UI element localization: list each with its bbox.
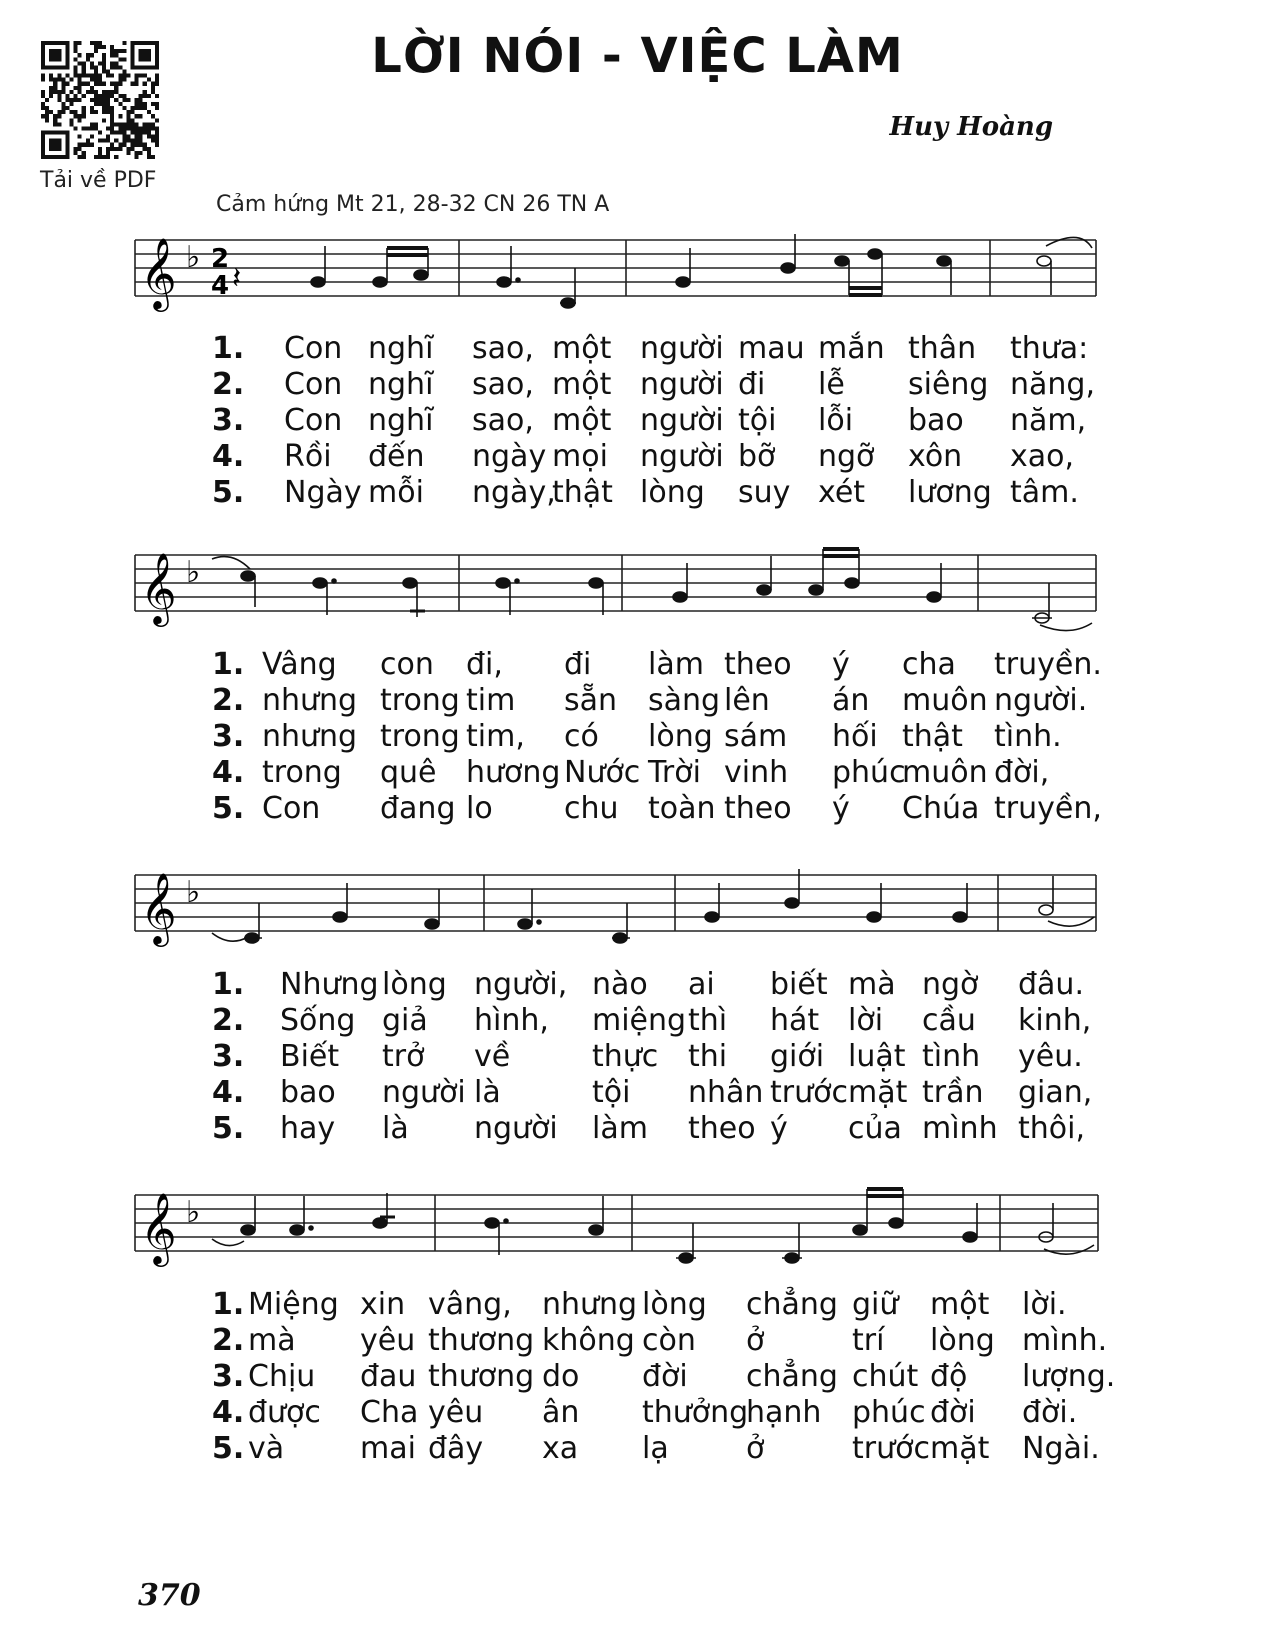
note bbox=[497, 277, 511, 287]
treble-clef-icon: 𝄞 bbox=[140, 871, 177, 944]
lyric-line bbox=[212, 476, 1142, 510]
lyric-syllable: phúc bbox=[852, 1395, 926, 1430]
lyric-syllable: Chịu bbox=[248, 1359, 316, 1394]
lyric-syllable: Con bbox=[284, 367, 343, 402]
lyric-line bbox=[212, 368, 1142, 402]
lyric-syllable: đời. bbox=[1022, 1395, 1078, 1430]
lyric-syllable: nhưng bbox=[262, 719, 358, 754]
note bbox=[781, 263, 795, 273]
lyric-syllable: Con bbox=[284, 403, 343, 438]
verse-number: 4. bbox=[212, 439, 245, 474]
music-staff-3 bbox=[0, 845, 1275, 960]
note bbox=[241, 1225, 255, 1235]
lyric-syllable: muôn bbox=[902, 683, 988, 718]
lyric-syllable: giữ bbox=[852, 1287, 899, 1322]
note bbox=[485, 1218, 499, 1228]
note bbox=[937, 256, 951, 266]
lyric-syllable: sàng bbox=[648, 683, 721, 718]
verse-number: 2. bbox=[212, 683, 245, 718]
lyric-syllable: tình bbox=[922, 1039, 981, 1074]
lyric-syllable: lòng bbox=[648, 719, 713, 754]
lyric-syllable: lòng bbox=[642, 1287, 707, 1322]
lyric-line bbox=[212, 1360, 1142, 1394]
lyric-syllable: Con bbox=[284, 331, 343, 366]
lyric-syllable: đâu. bbox=[1018, 967, 1084, 1002]
lyric-syllable: ở bbox=[746, 1431, 765, 1466]
lyric-syllable: làm bbox=[592, 1111, 648, 1146]
lyric-syllable: chu bbox=[564, 791, 619, 826]
lyric-syllable: đi bbox=[564, 647, 592, 682]
verse-number: 3. bbox=[212, 1039, 245, 1074]
lyric-syllable: chẳng bbox=[746, 1359, 838, 1394]
lyric-syllable: Vâng bbox=[262, 647, 337, 682]
lyric-syllable: có bbox=[564, 719, 599, 754]
lyric-syllable: trong bbox=[380, 719, 460, 754]
lyric-syllable: Trời bbox=[648, 755, 701, 790]
verse-number: 4. bbox=[212, 755, 245, 790]
verse-number: 2. bbox=[212, 1323, 245, 1358]
note bbox=[333, 912, 347, 922]
note bbox=[705, 912, 719, 922]
note bbox=[757, 585, 771, 595]
note bbox=[785, 898, 799, 908]
lyric-syllable: năng, bbox=[1010, 367, 1095, 402]
lyric-syllable: tội bbox=[738, 403, 777, 438]
lyric-syllable: thương bbox=[428, 1323, 535, 1358]
lyric-syllable: Chúa bbox=[902, 791, 980, 826]
lyric-line bbox=[212, 404, 1142, 438]
lyric-syllable: truyền, bbox=[994, 791, 1102, 826]
lyric-syllable: trong bbox=[380, 683, 460, 718]
lyric-syllable: người bbox=[640, 331, 724, 366]
lyric-syllable: đang bbox=[380, 791, 456, 826]
lyric-syllable: lời. bbox=[1022, 1287, 1067, 1322]
note bbox=[373, 1218, 387, 1228]
lyric-syllable: người, bbox=[474, 967, 568, 1002]
lyric-syllable: Cha bbox=[360, 1395, 419, 1430]
lyric-syllable: xin bbox=[360, 1287, 406, 1322]
lyric-syllable: luật bbox=[848, 1039, 906, 1074]
note bbox=[414, 270, 428, 280]
lyric-syllable: ý bbox=[770, 1111, 788, 1146]
lyric-line bbox=[212, 332, 1142, 366]
lyric-syllable: bao bbox=[908, 403, 964, 438]
notes bbox=[212, 869, 1094, 943]
lyric-syllable: bao bbox=[280, 1075, 336, 1110]
lyric-syllable: thưa: bbox=[1010, 331, 1089, 366]
lyric-syllable: giả bbox=[382, 1003, 428, 1038]
note bbox=[845, 578, 859, 588]
lyric-syllable: trở bbox=[382, 1039, 425, 1074]
lyric-syllable: phúc bbox=[832, 755, 906, 790]
lyric-syllable: một bbox=[930, 1287, 990, 1322]
lyric-syllable: nhưng bbox=[262, 683, 358, 718]
page-number: 370 bbox=[138, 1578, 201, 1613]
verse-number: 1. bbox=[212, 647, 245, 682]
lyric-syllable: ngày bbox=[472, 439, 547, 474]
verse-number: 3. bbox=[212, 719, 245, 754]
lyric-syllable: là bbox=[382, 1111, 409, 1146]
note bbox=[425, 919, 439, 929]
lyric-syllable: mọi bbox=[552, 439, 608, 474]
lyric-syllable: Nước bbox=[564, 755, 641, 790]
lyric-syllable: sao, bbox=[472, 403, 534, 438]
lyric-syllable: xét bbox=[818, 475, 866, 510]
lyric-syllable: không bbox=[542, 1323, 635, 1358]
lyric-line bbox=[212, 684, 1142, 718]
lyric-syllable: lòng bbox=[640, 475, 705, 510]
lyric-syllable: ngỡ bbox=[818, 439, 875, 474]
verse-number: 4. bbox=[212, 1395, 245, 1430]
song-title: LỜI NÓI - VIỆC LÀM bbox=[371, 28, 904, 84]
lyric-syllable: tim bbox=[466, 683, 516, 718]
note bbox=[853, 1225, 867, 1235]
lyric-syllable: trong bbox=[262, 755, 342, 790]
lyric-syllable: hạnh bbox=[746, 1395, 822, 1430]
lyric-line bbox=[212, 1040, 1142, 1074]
verse-number: 5. bbox=[212, 475, 245, 510]
note bbox=[867, 912, 881, 922]
lyric-line bbox=[212, 1432, 1142, 1466]
lyric-syllable: kinh, bbox=[1018, 1003, 1092, 1038]
lyric-syllable: tâm. bbox=[1010, 475, 1079, 510]
music-staff-4 bbox=[0, 1165, 1275, 1280]
lyric-syllable: được bbox=[248, 1395, 321, 1430]
time-signature-top: 2 bbox=[211, 244, 230, 274]
treble-clef-icon: 𝄞 bbox=[140, 1191, 177, 1264]
lyric-syllable: lỗi bbox=[818, 403, 854, 438]
lyric-syllable: sao, bbox=[472, 331, 534, 366]
note bbox=[889, 1218, 903, 1228]
composer-name: Huy Hoàng bbox=[889, 112, 1053, 142]
lyric-syllable: ý bbox=[832, 791, 850, 826]
verse-number: 5. bbox=[212, 1111, 245, 1146]
lyric-syllable: lời bbox=[848, 1003, 884, 1038]
lyric-syllable: thật bbox=[902, 719, 963, 754]
lyric-syllable: ở bbox=[746, 1323, 765, 1358]
lyric-syllable: bỡ bbox=[738, 439, 776, 474]
lyric-syllable: vinh bbox=[724, 755, 789, 790]
lyric-syllable: mà bbox=[848, 967, 896, 1002]
lyric-syllable: theo bbox=[724, 647, 792, 682]
note bbox=[953, 912, 967, 922]
verse-number: 1. bbox=[212, 331, 245, 366]
lyric-syllable: quê bbox=[380, 755, 437, 790]
verse-number: 1. bbox=[212, 1287, 245, 1322]
lyric-syllable: là bbox=[474, 1075, 501, 1110]
staff-lines bbox=[135, 875, 1096, 931]
lyric-syllable: một bbox=[552, 403, 612, 438]
lyric-syllable: chẳng bbox=[746, 1287, 838, 1322]
lyric-syllable: của bbox=[848, 1111, 902, 1146]
note bbox=[927, 592, 941, 602]
note bbox=[589, 1225, 603, 1235]
lyric-line bbox=[212, 1076, 1142, 1110]
lyric-syllable: ai bbox=[688, 967, 715, 1002]
lyric-syllable: mắn bbox=[818, 331, 885, 366]
verse-number: 4. bbox=[212, 1075, 245, 1110]
lyric-syllable: đây bbox=[428, 1431, 484, 1466]
lyric-line bbox=[212, 440, 1142, 474]
lyric-syllable: gian, bbox=[1018, 1075, 1093, 1110]
notes bbox=[212, 549, 1092, 631]
lyric-syllable: xôn bbox=[908, 439, 963, 474]
treble-clef-icon: 𝄞 bbox=[140, 236, 177, 309]
note bbox=[373, 277, 387, 287]
lyric-syllable: Ngày bbox=[284, 475, 362, 510]
notes bbox=[311, 234, 1092, 308]
lyric-syllable: Con bbox=[262, 791, 321, 826]
lyric-syllable: đến bbox=[368, 439, 425, 474]
lyric-syllable: ngờ bbox=[922, 967, 979, 1002]
lyric-syllable: con bbox=[380, 647, 434, 682]
lyric-syllable: người bbox=[474, 1111, 558, 1146]
lyric-syllable: lạ bbox=[642, 1431, 669, 1466]
notes bbox=[212, 1189, 1094, 1263]
lyric-syllable: tim, bbox=[466, 719, 525, 754]
lyric-syllable: trước bbox=[852, 1431, 930, 1466]
inspiration-note: Cảm hứng Mt 21, 28-32 CN 26 TN A bbox=[216, 192, 610, 217]
lyric-syllable: đời, bbox=[994, 755, 1050, 790]
lyric-syllable: siêng bbox=[908, 367, 989, 402]
note bbox=[963, 1232, 977, 1242]
treble-clef-icon: 𝄞 bbox=[140, 551, 177, 624]
lyric-syllable: thì bbox=[688, 1003, 728, 1038]
lyric-syllable: đau bbox=[360, 1359, 417, 1394]
lyric-syllable: lòng bbox=[382, 967, 447, 1002]
verse-number: 5. bbox=[212, 791, 245, 826]
lyric-syllable: Ngài. bbox=[1022, 1431, 1100, 1466]
lyric-syllable: thương bbox=[428, 1359, 535, 1394]
lyric-syllable: đi bbox=[738, 367, 766, 402]
lyric-syllable: nhưng bbox=[542, 1287, 638, 1322]
note bbox=[290, 1225, 304, 1235]
lyric-syllable: mặt bbox=[930, 1431, 990, 1466]
lyric-syllable: thân bbox=[908, 331, 977, 366]
lyric-syllable: xa bbox=[542, 1431, 579, 1466]
verse-number: 2. bbox=[212, 367, 245, 402]
lyric-syllable: mau bbox=[738, 331, 805, 366]
note bbox=[518, 919, 532, 929]
lyric-syllable: yêu bbox=[428, 1395, 484, 1430]
download-pdf-link[interactable]: Tải về PDF bbox=[40, 168, 157, 193]
note bbox=[1037, 256, 1051, 266]
lyric-syllable: thưởng bbox=[642, 1395, 749, 1430]
lyric-syllable: hát bbox=[770, 1003, 820, 1038]
note bbox=[809, 585, 823, 595]
lyric-syllable: làm bbox=[648, 647, 704, 682]
lyric-syllable: truyền. bbox=[994, 647, 1102, 682]
lyric-syllable: hay bbox=[280, 1111, 336, 1146]
lyric-syllable: mình bbox=[922, 1111, 998, 1146]
lyric-syllable: án bbox=[832, 683, 870, 718]
lyric-syllable: lương bbox=[908, 475, 992, 510]
lyric-syllable: ân bbox=[542, 1395, 580, 1430]
lyric-syllable: yêu bbox=[360, 1323, 416, 1358]
lyric-line bbox=[212, 756, 1142, 790]
lyric-syllable: lòng bbox=[930, 1323, 995, 1358]
lyric-syllable: sao, bbox=[472, 367, 534, 402]
lyric-syllable: tình. bbox=[994, 719, 1062, 754]
lyric-syllable: còn bbox=[642, 1323, 696, 1358]
note bbox=[835, 256, 849, 266]
note bbox=[311, 277, 325, 287]
lyric-syllable: độ bbox=[930, 1359, 968, 1394]
lyric-syllable: Nhưng bbox=[280, 967, 379, 1002]
lyric-syllable: và bbox=[248, 1431, 285, 1466]
lyric-syllable: cầu bbox=[922, 1003, 976, 1038]
lyric-syllable: trước bbox=[770, 1075, 848, 1110]
lyric-syllable: đi, bbox=[466, 647, 503, 682]
flat-key-signature-icon: ♭ bbox=[186, 875, 201, 910]
lyric-line bbox=[212, 1396, 1142, 1430]
lyric-line bbox=[212, 1324, 1142, 1358]
lyric-line bbox=[212, 1112, 1142, 1146]
lyric-syllable: theo bbox=[724, 791, 792, 826]
lyric-line bbox=[212, 968, 1142, 1002]
lyric-syllable: Rồi bbox=[284, 439, 332, 474]
verse-number: 3. bbox=[212, 403, 245, 438]
note bbox=[1039, 905, 1053, 915]
lyric-syllable: theo bbox=[688, 1111, 756, 1146]
note bbox=[241, 571, 255, 581]
lyric-syllable: trí bbox=[852, 1323, 885, 1358]
lyric-syllable: miệng bbox=[592, 1003, 687, 1038]
lyric-syllable: trần bbox=[922, 1075, 984, 1110]
lyric-syllable: sẵn bbox=[564, 683, 618, 718]
lyric-syllable: đời bbox=[930, 1395, 976, 1430]
verse-number: 2. bbox=[212, 1003, 245, 1038]
lyric-syllable: nào bbox=[592, 967, 648, 1002]
lyric-syllable: Sống bbox=[280, 1003, 356, 1038]
lyric-syllable: mình. bbox=[1022, 1323, 1108, 1358]
time-signature-bottom: 4 bbox=[211, 271, 230, 301]
lyric-syllable: tội bbox=[592, 1075, 631, 1110]
staff-lines bbox=[135, 555, 1096, 611]
lyric-syllable: Miệng bbox=[248, 1287, 339, 1322]
lyric-syllable: mai bbox=[360, 1431, 416, 1466]
music-staff-1 bbox=[0, 210, 1275, 320]
lyric-syllable: suy bbox=[738, 475, 791, 510]
note bbox=[673, 592, 687, 602]
lyric-syllable: ngày, bbox=[472, 475, 556, 510]
lyric-syllable: người bbox=[640, 403, 724, 438]
lyric-line bbox=[212, 792, 1142, 826]
staff-lines bbox=[135, 1195, 1098, 1251]
lyric-syllable: thực bbox=[592, 1039, 659, 1074]
lyric-syllable: đời bbox=[642, 1359, 688, 1394]
note bbox=[403, 578, 417, 588]
lyric-syllable: nghĩ bbox=[368, 331, 434, 366]
lyric-syllable: giới bbox=[770, 1039, 825, 1074]
lyric-syllable: cha bbox=[902, 647, 956, 682]
lyric-syllable: hương bbox=[466, 755, 561, 790]
lyric-syllable: yêu. bbox=[1018, 1039, 1083, 1074]
lyric-syllable: mặt bbox=[848, 1075, 908, 1110]
lyric-line bbox=[212, 1288, 1142, 1322]
lyric-syllable: ý bbox=[832, 647, 850, 682]
lyric-syllable: muôn bbox=[902, 755, 988, 790]
lyric-syllable: toàn bbox=[648, 791, 716, 826]
lyric-syllable: lo bbox=[466, 791, 493, 826]
lyric-syllable: người bbox=[640, 439, 724, 474]
lyric-syllable: chút bbox=[852, 1359, 919, 1394]
music-staff-2 bbox=[0, 525, 1275, 640]
lyric-syllable: sám bbox=[724, 719, 788, 754]
lyric-syllable: nghĩ bbox=[368, 367, 434, 402]
lyric-syllable: thật bbox=[552, 475, 613, 510]
lyric-syllable: thi bbox=[688, 1039, 728, 1074]
lyric-syllable: vâng, bbox=[428, 1287, 512, 1322]
lyric-syllable: biết bbox=[770, 967, 828, 1002]
lyric-syllable: xao, bbox=[1010, 439, 1075, 474]
lyric-syllable: lên bbox=[724, 683, 770, 718]
quarter-rest-icon: 𝄽 bbox=[232, 261, 242, 296]
note bbox=[676, 277, 690, 287]
verse-number: 3. bbox=[212, 1359, 245, 1394]
verse-number: 1. bbox=[212, 967, 245, 1002]
verse-number: 5. bbox=[212, 1431, 245, 1466]
lyric-syllable: hình, bbox=[474, 1003, 549, 1038]
lyric-line bbox=[212, 648, 1142, 682]
lyric-syllable: lượng. bbox=[1022, 1359, 1116, 1394]
lyric-syllable: người bbox=[640, 367, 724, 402]
note bbox=[496, 578, 510, 588]
flat-key-signature-icon: ♭ bbox=[186, 555, 201, 590]
staff-lines bbox=[135, 240, 1096, 296]
flat-key-signature-icon: ♭ bbox=[186, 240, 201, 275]
lyric-syllable: người bbox=[382, 1075, 466, 1110]
lyric-syllable: nghĩ bbox=[368, 403, 434, 438]
lyric-syllable: lễ bbox=[818, 367, 845, 402]
lyric-syllable: do bbox=[542, 1359, 580, 1394]
lyric-line bbox=[212, 720, 1142, 754]
lyric-syllable: mỗi bbox=[368, 475, 424, 510]
lyric-syllable: một bbox=[552, 331, 612, 366]
lyric-syllable: một bbox=[552, 367, 612, 402]
flat-key-signature-icon: ♭ bbox=[186, 1195, 201, 1230]
lyric-syllable: thôi, bbox=[1018, 1111, 1086, 1146]
lyric-line bbox=[212, 1004, 1142, 1038]
note bbox=[313, 578, 327, 588]
lyric-syllable: Biết bbox=[280, 1039, 340, 1074]
lyric-syllable: về bbox=[474, 1039, 511, 1074]
lyric-syllable: mà bbox=[248, 1323, 296, 1358]
lyric-syllable: nhân bbox=[688, 1075, 764, 1110]
lyric-syllable: hối bbox=[832, 719, 878, 754]
lyric-syllable: năm, bbox=[1010, 403, 1087, 438]
lyric-syllable: người. bbox=[994, 683, 1088, 718]
note bbox=[589, 578, 603, 588]
note bbox=[868, 249, 882, 259]
